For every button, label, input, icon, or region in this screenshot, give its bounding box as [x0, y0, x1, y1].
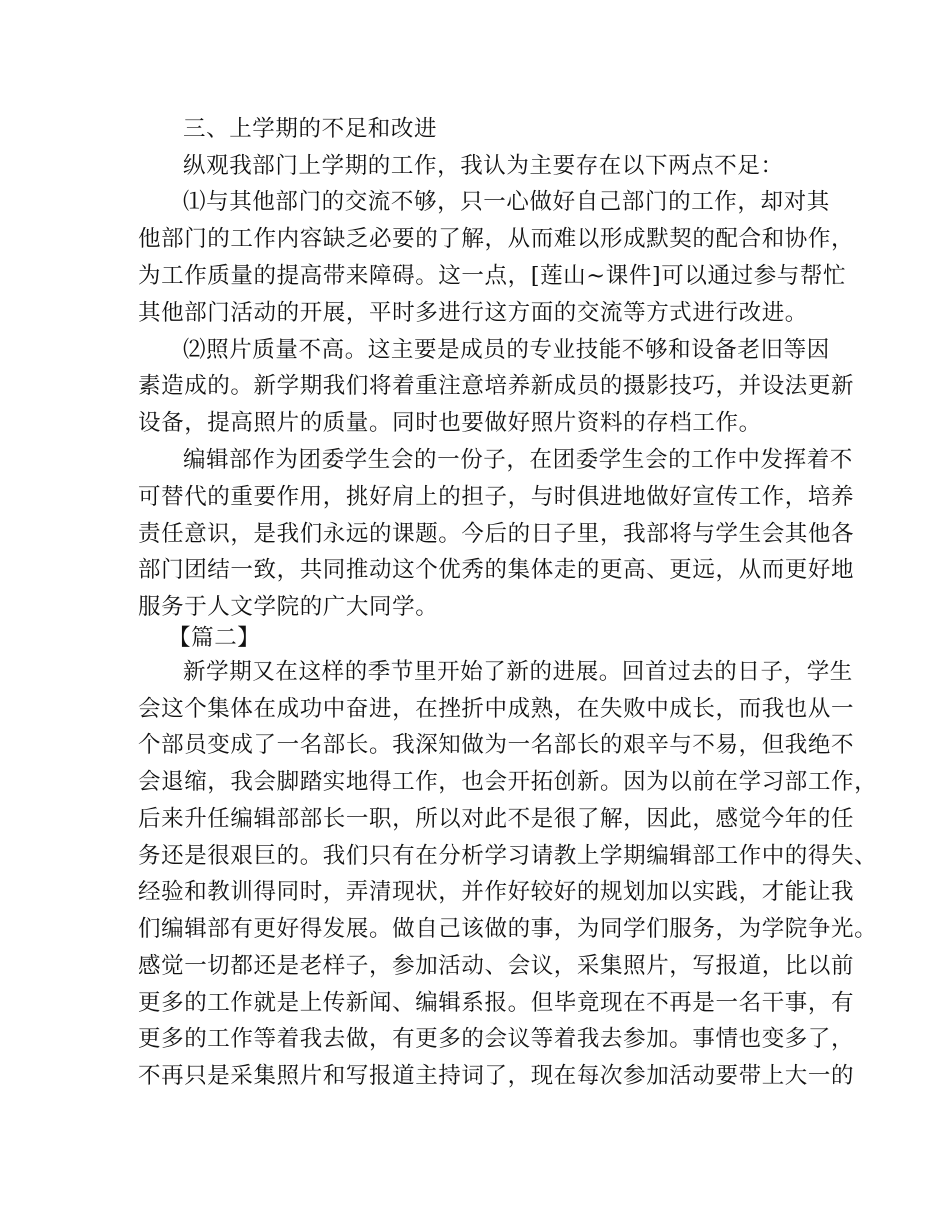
paragraph-line: 设备，提高照片的质量。同时也要做好照片资料的存档工作。 — [138, 410, 762, 436]
paragraph-line: ⑴与其他部门的交流不够，只一心做好自己部门的工作，却对其 — [183, 189, 830, 215]
paragraph-line: 们编辑部有更好得发展。做自己该做的事，为同学们服务，为学院争光。 — [138, 916, 878, 942]
paragraph-line: 更多的工作等着我去做，有更多的会议等着我去参加。事情也变多了， — [138, 1026, 855, 1052]
paragraph-line: 纵观我部门上学期的工作，我认为主要存在以下两点不足： — [183, 153, 784, 179]
paragraph-line: 后来升任编辑部部长一职，所以对此不是很了解，因此，感觉今年的任 — [138, 806, 855, 832]
section-heading: 三、上学期的不足和改进 — [183, 116, 438, 142]
paragraph-line: 更多的工作就是上传新闻、编辑系报。但毕竟现在不再是一名干事，有 — [138, 990, 855, 1016]
paragraph-line: 可替代的重要作用，挑好肩上的担子，与时俱进地做好宣传工作，培养 — [138, 484, 855, 510]
section-heading: 【篇二】 — [168, 625, 261, 651]
paragraph-line: ⑵照片质量不高。这主要是成员的专业技能不够和设备老旧等因 — [183, 337, 830, 363]
paragraph-line: 服务于人文学院的广大同学。 — [138, 594, 439, 620]
paragraph-line: 素造成的。新学期我们将着重注意培养新成员的摄影技巧，并设法更新 — [138, 373, 855, 399]
paragraph-line: 会这个集体在成功中奋进，在挫折中成熟，在失败中成长，而我也从一 — [138, 696, 855, 722]
paragraph-line: 编辑部作为团委学生会的一份子，在团委学生会的工作中发挥着不 — [183, 447, 853, 473]
paragraph-line: 他部门的工作内容缺乏必要的了解，从而难以形成默契的配合和协作， — [138, 226, 855, 252]
paragraph-line: 不再只是采集照片和写报道主持词了，现在每次参加活动要带上大一的 — [138, 1063, 855, 1089]
paragraph-line: 责任意识，是我们永远的课题。今后的日子里，我部将与学生会其他各 — [138, 521, 855, 547]
paragraph-line: 务还是很艰巨的。我们只有在分析学习请教上学期编辑部工作中的得失、 — [138, 843, 878, 869]
paragraph-line: 部门团结一致，共同推动这个优秀的集体走的更高、更远，从而更好地 — [138, 557, 855, 583]
paragraph-line: 其他部门活动的开展，平时多进行这方面的交流等方式进行改进。 — [138, 300, 808, 326]
paragraph-line: 为工作质量的提高带来障碍。这一点，[莲山~课件]可以通过参与帮忙 — [138, 263, 847, 289]
paragraph-line: 会退缩，我会脚踏实地得工作，也会开拓创新。因为以前在学习部工作， — [138, 769, 878, 795]
paragraph-line: 个部员变成了一名部长。我深知做为一名部长的艰辛与不易，但我绝不 — [138, 732, 855, 758]
paragraph-line: 经验和教训得同时，弄清现状，并作好较好的规划加以实践，才能让我 — [138, 879, 855, 905]
paragraph-line: 感觉一切都还是老样子，参加活动、会议，采集照片，写报道，比以前 — [138, 953, 855, 979]
paragraph-line: 新学期又在这样的季节里开始了新的进展。回首过去的日子，学生 — [183, 659, 853, 685]
